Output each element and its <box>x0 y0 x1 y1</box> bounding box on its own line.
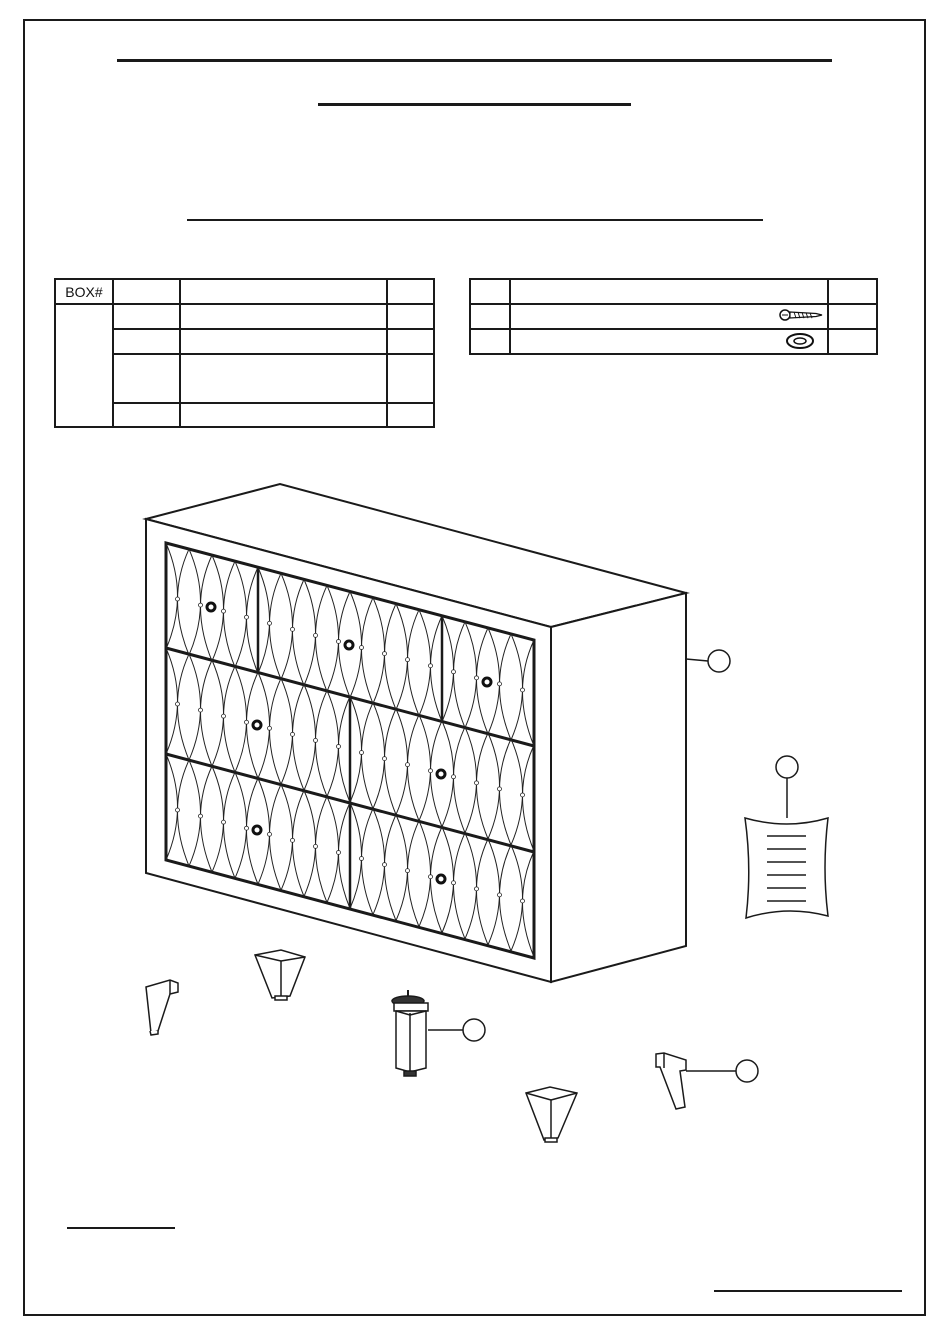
angled-leg-right <box>656 1053 758 1109</box>
quilt-button <box>452 881 456 885</box>
quilt-button <box>429 875 433 879</box>
side-leg-callout <box>736 1060 758 1082</box>
quilt-button <box>245 826 249 830</box>
cabinet <box>146 484 686 982</box>
quilt-button <box>314 738 318 742</box>
quilt-button <box>383 757 387 761</box>
quilt-button <box>452 670 456 674</box>
box-number-header: BOX# <box>55 279 113 304</box>
quilt-button <box>199 814 203 818</box>
quilt-button <box>406 869 410 873</box>
quilt-button <box>268 726 272 730</box>
instruction-manual <box>745 756 828 918</box>
quilt-button <box>383 863 387 867</box>
quilt-button <box>245 615 249 619</box>
quilt-button <box>383 652 387 656</box>
quilt-button <box>429 664 433 668</box>
quilt-button <box>498 787 502 791</box>
quilt-button <box>360 646 364 650</box>
drawer-knob <box>437 770 445 778</box>
quilt-button <box>222 820 226 824</box>
quilt-button <box>199 708 203 712</box>
quilt-button <box>176 808 180 812</box>
center-leg-callout <box>463 1019 485 1041</box>
quilt-button <box>406 763 410 767</box>
cabinet-callout <box>686 650 730 672</box>
quilt-button <box>268 621 272 625</box>
quilt-button <box>199 603 203 607</box>
square-leg-center <box>392 990 485 1076</box>
quilt-button <box>291 732 295 736</box>
quilt-button <box>176 702 180 706</box>
quilt-button <box>406 658 410 662</box>
quilt-button <box>498 893 502 897</box>
tapered-leg-top <box>255 950 305 1000</box>
quilt-button <box>268 832 272 836</box>
quilt-button <box>475 781 479 785</box>
drawer-knob <box>437 875 445 883</box>
quilt-button <box>337 850 341 854</box>
quilt-button <box>222 609 226 613</box>
quilt-button <box>360 751 364 755</box>
quilt-button <box>498 682 502 686</box>
drawer-knob <box>253 826 261 834</box>
quilt-button <box>521 688 525 692</box>
angled-leg-left <box>146 980 178 1035</box>
quilt-button <box>521 793 525 797</box>
quilt-button <box>337 744 341 748</box>
drawer-knob <box>483 678 491 686</box>
footer-note-line <box>67 1227 175 1229</box>
drawer-knob <box>207 603 215 611</box>
quilt-button <box>521 899 525 903</box>
quilt-button <box>176 597 180 601</box>
washer-icon <box>787 334 813 348</box>
tapered-leg-bottom <box>526 1087 577 1142</box>
screw-icon <box>780 310 822 320</box>
quilt-button <box>291 627 295 631</box>
quilt-button <box>475 887 479 891</box>
quilt-button <box>291 838 295 842</box>
quilt-button <box>452 775 456 779</box>
quilt-button <box>360 857 364 861</box>
quilt-button <box>475 676 479 680</box>
drawer-knob <box>253 721 261 729</box>
quilt-button <box>429 769 433 773</box>
quilt-button <box>245 720 249 724</box>
manual-callout <box>776 756 798 778</box>
quilt-button <box>222 714 226 718</box>
drawer-knob <box>345 641 353 649</box>
footer-page-line <box>714 1290 902 1292</box>
quilt-button <box>337 639 341 643</box>
quilt-button <box>314 633 318 637</box>
quilt-button <box>314 844 318 848</box>
